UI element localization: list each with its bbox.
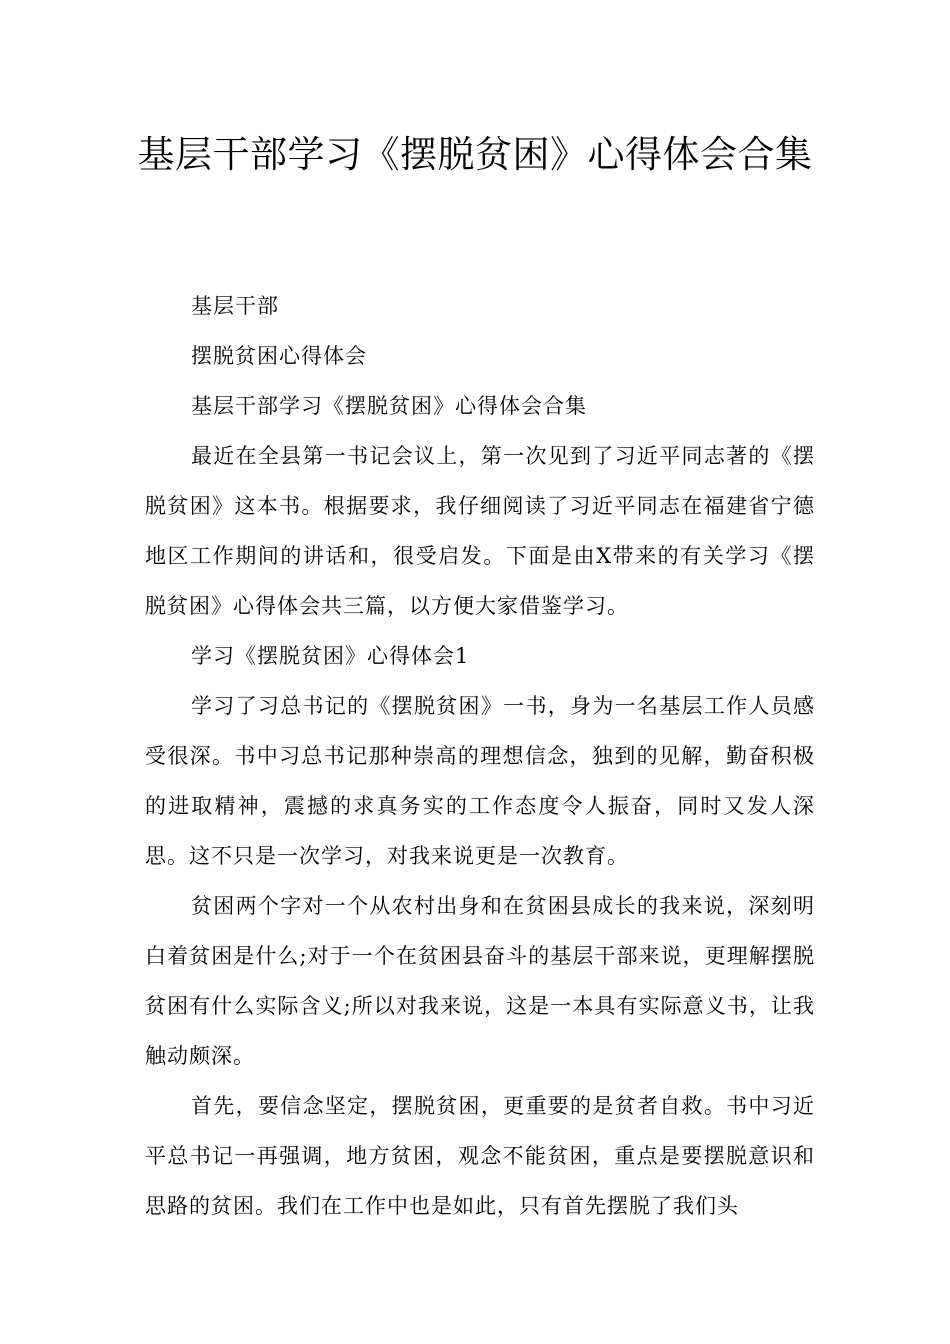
section-heading: 学习《摆脱贫困》心得体会1 (191, 644, 470, 668)
body-paragraph-2: 贫困两个字对一个从农村出身和在贫困县成长的我来说，深刻明白着贫困是什么;对于一个在贫困县奋斗的基层干部来说，更理解摆脱贫困有什么实际含义;所以对我来说，这是一本具有实际意义书，让我触动颇深。 (145, 894, 815, 1068)
document-body (145, 281, 815, 1231)
document-title: 基层干部学习《摆脱贫困》心得体会合集 (137, 133, 813, 176)
body-paragraph-3: 首先，要信念坚定，摆脱贫困，更重要的是贫者自救。书中习近平总书记一再强调，地方贫困，观念不能贫困，重点是要摆脱意识和思路的贫困。我们在工作中也是如此，只有首先摆脱了我们头 (145, 1094, 815, 1218)
keyword-line-1: 基层干部 (191, 294, 279, 318)
body-paragraph-1: 学习了习总书记的《摆脱贫困》一书，身为一名基层工作人员感受很深。书中习总书记那种崇高的理想信念，独到的见解，勤奋积极的进取精神，震撼的求真务实的工作态度令人振奋，同时又发人深思。这不只是一次学习，对我来说更是一次教育。 (145, 694, 815, 868)
intro-paragraph: 最近在全县第一书记会议上，第一次见到了习近平同志著的《摆脱贫困》这本书。根据要求，我仔细阅读了习近平同志在福建省宁德地区工作期间的讲话和，很受启发。下面是由X带来的有关学习《摆脱贫困》心得体会共三篇，以方便大家借鉴学习。 (145, 444, 815, 618)
keyword-line-3: 基层干部学习《摆脱贫困》心得体会合集 (191, 394, 587, 418)
keyword-line-2: 摆脱贫困心得体会 (191, 344, 367, 368)
